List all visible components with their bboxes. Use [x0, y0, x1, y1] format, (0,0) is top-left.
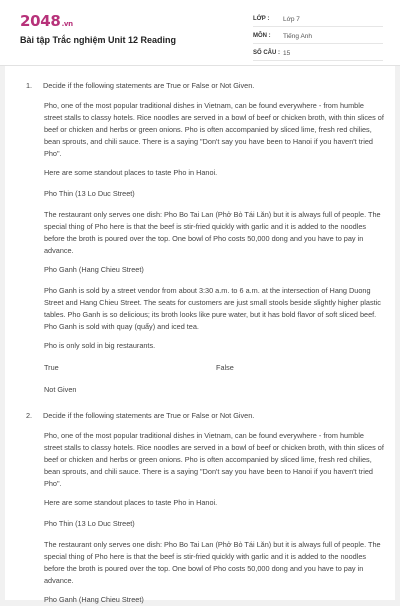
statement: Pho is only sold in big restaurants. [44, 341, 156, 350]
meta-row-class [253, 12, 383, 27]
passage-heading: Here are some standout places to taste Pho in Hanoi. [44, 498, 218, 507]
meta-value: 15 [283, 49, 291, 57]
place-description: Pho Ganh is sold by a street vendor from about 3:30 a.m. to 6 a.m. at the intersection of Hang Duong Street and Hang Chieu Street. The seats for customers are just small stools beside slightly higher plastic tables. Pho Ganh is so delicious; its broth looks like pure water, but it has bold flavor of soft sliced beef. Pho Ganh is sold with quay (quẩy) and iced tea. [44, 286, 381, 331]
place-name: Pho Ganh (Hang Chieu Street) [44, 595, 144, 604]
meta-label: MÔN : [253, 33, 271, 39]
page-title: Bài tập Trắc nghiệm Unit 12 Reading [20, 35, 177, 45]
place-name: Pho Ganh (Hang Chieu Street) [44, 265, 144, 274]
passage-intro: Pho, one of the most popular traditional dishes in Vietnam, can be found everywhere - from humble street stalls to classy hotels. Rice noodles are served in a bowl of beef or chicken broth, with thin slices of beef or chicken and herbs or green onions. Pho is often accompanied by sliced lime, fresh red chilies, bean sprouts, and chili sauce. There is a saying "Don't say you have been to Hanoi if you haven't tried Pho". [44, 101, 384, 158]
place-description: The restaurant only serves one dish: Pho Bo Tai Lan (Phở Bò Tái Lăn) but it is always full of people. The special thing of Pho here is that the beef is stir-fried quickly with garlic and it is added to the noodles before the broth is poured over the top. One bowl of Pho costs 50,000 dong and you have to pay in advance. [44, 210, 381, 255]
option-true[interactable]: True [44, 363, 59, 372]
meta-label: LỚP : [253, 16, 270, 22]
place-name: Pho Thin (13 Lo Duc Street) [44, 189, 135, 198]
passage-intro: Pho, one of the most popular traditional dishes in Vietnam, can be found everywhere - from humble street stalls to classy hotels. Rice noodles are served in a bowl of beef or chicken broth, with thin slices of beef or chicken and herbs or green onions. Pho is often accompanied by sliced lime, fresh red chilies, bean sprouts, and chili sauce. There is a saying "Don't say you have been to Hanoi if you haven't tried Pho". [44, 431, 384, 488]
meta-row-count [253, 46, 383, 61]
question-text: Decide if the following statements are True or False or Not Given. [43, 81, 255, 90]
question-number: 2. [26, 411, 33, 420]
quiz-content [5, 66, 395, 604]
place-description: The restaurant only serves one dish: Pho Bo Tai Lan (Phở Bò Tái Lăn) but it is always full of people. The special thing of Pho here is that the beef is stir-fried quickly with garlic and it is added to the noodles before the broth is poured over the top. One bowl of Pho costs 50,000 dong and you have to pay in advance. [44, 540, 381, 585]
option-not-given[interactable]: Not Given [44, 385, 77, 394]
passage-heading: Here are some standout places to taste Pho in Hanoi. [44, 168, 218, 177]
meta-info [253, 12, 383, 63]
option-false[interactable]: False [216, 363, 234, 372]
meta-value: Tiếng Anh [283, 32, 313, 40]
logo-suffix: .vn [61, 20, 73, 28]
site-logo[interactable] [20, 12, 73, 30]
meta-value: Lớp 7 [283, 15, 300, 23]
logo-text: 2048 [20, 12, 61, 30]
page-header [0, 0, 400, 66]
place-name: Pho Thin (13 Lo Duc Street) [44, 519, 135, 528]
question-text: Decide if the following statements are True or False or Not Given. [43, 411, 255, 420]
meta-row-subject [253, 29, 383, 44]
meta-label: SỐ CÂU : [253, 50, 280, 56]
question-number: 1. [26, 81, 33, 90]
